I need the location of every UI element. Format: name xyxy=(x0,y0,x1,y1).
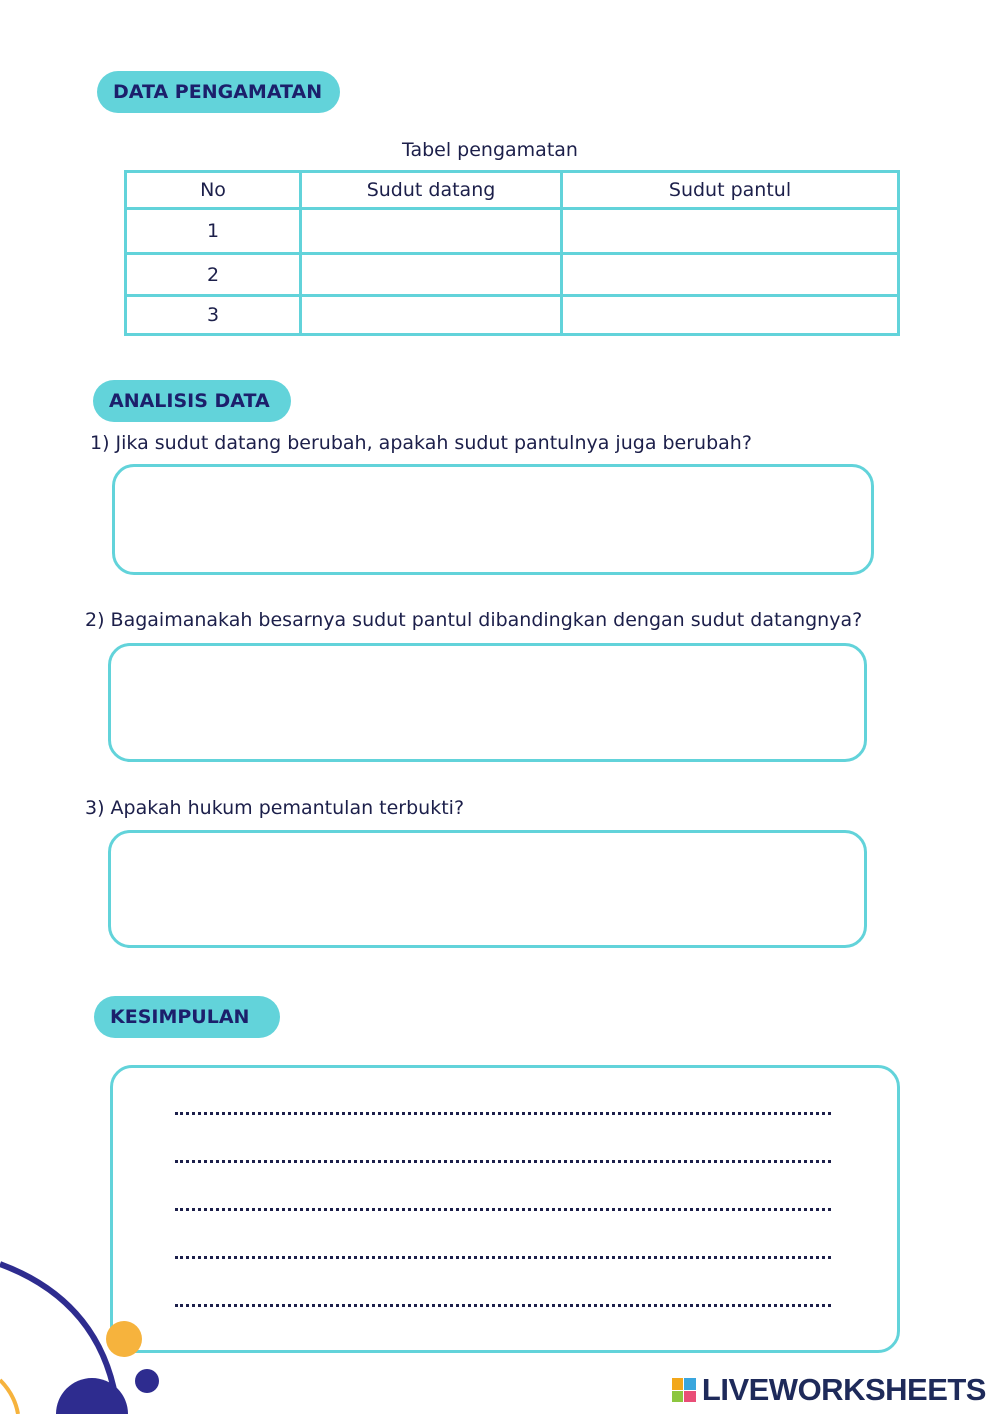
table-caption: Tabel pengamatan xyxy=(402,139,578,161)
conclusion-line[interactable] xyxy=(175,1304,831,1307)
decorative-shapes xyxy=(0,1230,200,1414)
incident-angle-cell[interactable] xyxy=(301,209,562,254)
incident-angle-cell[interactable] xyxy=(301,296,562,335)
answer-box-2[interactable] xyxy=(108,643,867,762)
reflected-angle-cell[interactable] xyxy=(562,296,899,335)
answer-box-1[interactable] xyxy=(112,464,874,575)
observation-table xyxy=(124,170,900,336)
section-title-analysis: ANALISIS DATA xyxy=(93,380,291,422)
row-number: 3 xyxy=(126,296,301,335)
question-1: 1) Jika sudut datang berubah, apakah sudut pantulnya juga berubah? xyxy=(90,432,752,454)
column-header-reflected-angle: Sudut pantul xyxy=(562,172,899,209)
row-number: 2 xyxy=(126,254,301,296)
decorative-arc-orange xyxy=(0,1380,18,1414)
reflected-angle-cell[interactable] xyxy=(562,254,899,296)
conclusion-line[interactable] xyxy=(175,1256,831,1259)
table-row xyxy=(126,209,899,254)
table-row xyxy=(126,254,899,296)
decorative-circle-small xyxy=(135,1369,159,1393)
liveworksheets-wordmark: LIVEWORKSHEETS xyxy=(701,1372,986,1407)
incident-angle-cell[interactable] xyxy=(301,254,562,296)
table-header-row xyxy=(126,172,899,209)
section-title-observation: DATA PENGAMATAN xyxy=(97,71,340,113)
conclusion-line[interactable] xyxy=(175,1160,831,1163)
conclusion-line[interactable] xyxy=(175,1112,831,1115)
row-number: 1 xyxy=(126,209,301,254)
liveworksheets-logo-icon xyxy=(672,1378,696,1402)
question-2: 2) Bagaimanakah besarnya sudut pantul dibandingkan dengan sudut datangnya? xyxy=(85,609,863,631)
table-row xyxy=(126,296,899,335)
reflected-angle-cell[interactable] xyxy=(562,209,899,254)
decorative-circle-large xyxy=(56,1378,128,1414)
answer-box-3[interactable] xyxy=(108,830,867,948)
section-title-conclusion: KESIMPULAN xyxy=(94,996,280,1038)
column-header-no: No xyxy=(126,172,301,209)
question-3: 3) Apakah hukum pemantulan terbukti? xyxy=(85,797,465,819)
column-header-incident-angle: Sudut datang xyxy=(301,172,562,209)
decorative-circle-orange xyxy=(106,1321,142,1357)
liveworksheets-logo xyxy=(672,1372,986,1408)
conclusion-line[interactable] xyxy=(175,1208,831,1211)
